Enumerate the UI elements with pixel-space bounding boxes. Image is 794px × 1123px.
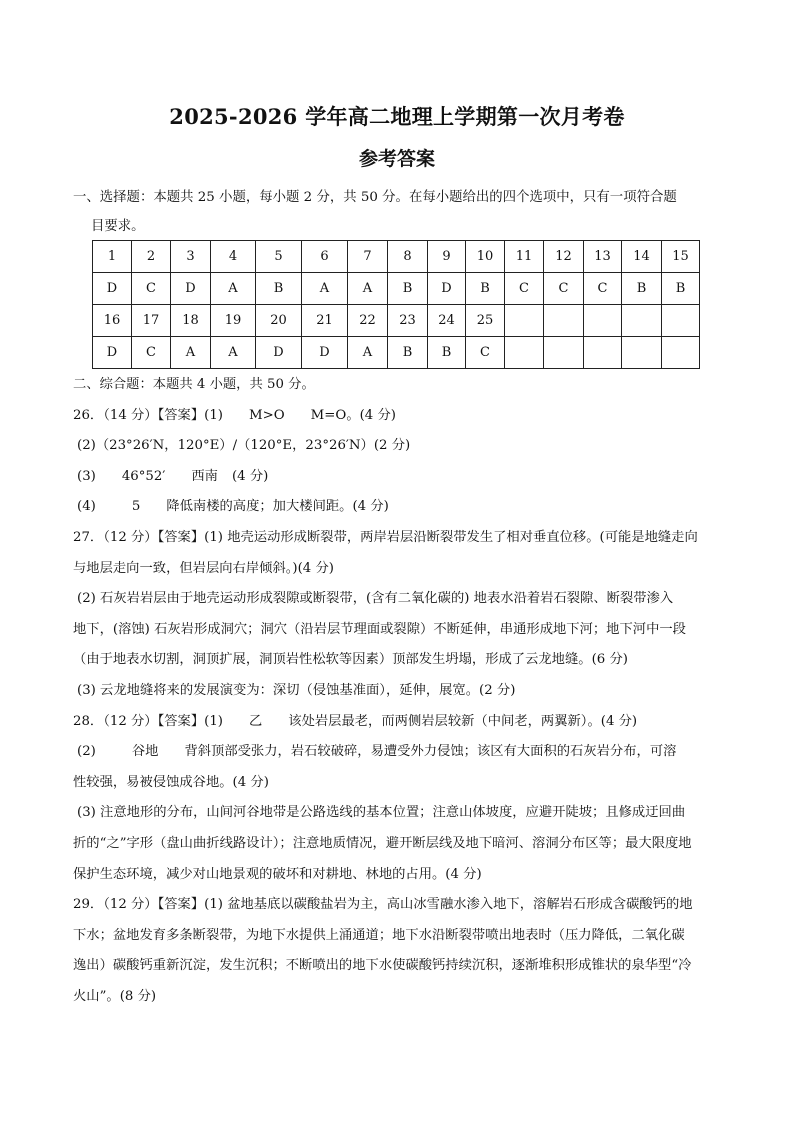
table-cell: D — [302, 337, 348, 369]
q26-head: 26．（14 分）【答案】(1) — [73, 407, 223, 423]
q28-part3-line1: (3) 注意地形的分布，山间河谷地带是公路选线的基本位置；注意山体坡度，应避开陡坡；且修成迂回曲 — [77, 805, 686, 821]
table-cell: D — [93, 337, 132, 369]
q26-line1 — [73, 401, 723, 432]
q26-part3-direction: 西南 — [191, 468, 218, 484]
q27-line2: 与地层走向一致，但岩层向右岸倾斜。)(4 分) — [73, 560, 334, 576]
q28-part2-label: (2) — [77, 744, 96, 760]
section1-intro-line2: 目要求。 — [91, 219, 145, 234]
table-cell: C — [505, 273, 544, 305]
table-cell — [544, 337, 584, 369]
q26-part3-label: (3) — [77, 468, 96, 484]
table-cell: 12 — [544, 241, 584, 273]
q26-part2: (2)（23°26′N，120°E）/（120°E，23°26′N）(2 分) — [77, 438, 411, 454]
q26-part3 — [73, 462, 723, 493]
q28-answer-b: 该处岩层最老，而两侧岩层较新（中间老，两翼新）。(4 分) — [288, 713, 638, 729]
table-cell: 8 — [388, 241, 428, 273]
q26-part3-angle: 46°52′ — [121, 468, 166, 484]
q27-line5: （由于地表水切割，洞顶扩展，洞顶岩性松软等因素）顶部发生坍塌，形成了云龙地缝。(6 分) — [73, 652, 628, 668]
table-cell: 24 — [428, 305, 466, 337]
answer-table — [92, 240, 700, 369]
page-title: 2025-2026 学年高二地理上学期第一次月考卷 — [169, 104, 625, 129]
q28-part2-text: 背斜顶部受张力，岩石较破碎，易遭受外力侵蚀；该区有大面积的石灰岩分布，可溶 — [184, 744, 677, 760]
table-cell: A — [302, 273, 348, 305]
table-cell — [505, 305, 544, 337]
table-cell: 18 — [171, 305, 211, 337]
q27-line6: (3) 云龙地缝将来的发展演变为：深切（侵蚀基准面），延伸，展宽。(2 分) — [77, 682, 516, 698]
table-cell: B — [622, 273, 662, 305]
q27-line4: 地下，(溶蚀) 石灰岩形成洞穴；洞穴（沿岩层节理面或裂隙）不断延伸，串通形成地下河；地下河中一段 — [73, 621, 686, 637]
q27-line3: (2) 石灰岩岩层由于地壳运动形成裂隙或断裂带，(含有二氧化碳的) 地表水沿着岩石裂隙、断裂带渗入 — [77, 591, 674, 607]
table-cell: 1 — [93, 241, 132, 273]
table-cell: A — [348, 337, 388, 369]
table-cell: 13 — [584, 241, 622, 273]
table-cell: 19 — [211, 305, 256, 337]
table-cell: 4 — [211, 241, 256, 273]
q26-answer-b: M=O。(4 分) — [310, 407, 396, 423]
table-cell: C — [544, 273, 584, 305]
q27-line1: 27．（12 分）【答案】(1) 地壳运动形成断裂带，两岸岩层沿断裂带发生了相对垂直位移。(可能是地缝走向 — [73, 529, 698, 545]
q26-part3-score: (4 分) — [231, 468, 269, 484]
q28-part2 — [73, 737, 723, 768]
q29-line3: 逸出）碳酸钙重新沉淀，发生沉积；不断喷出的地下水使碳酸钙持续沉积，逐渐堆积形成锥状的泉华型“冷 — [73, 958, 692, 974]
table-cell — [622, 337, 662, 369]
page-subtitle: 参考答案 — [358, 148, 435, 170]
table-cell: 2 — [132, 241, 171, 273]
table-cell: A — [348, 273, 388, 305]
table-cell: B — [662, 273, 700, 305]
table-cell: C — [584, 273, 622, 305]
table-cell: C — [132, 273, 171, 305]
table-cell: 5 — [256, 241, 302, 273]
q28-part2-answer: 谷地 — [131, 744, 159, 760]
table-cell: B — [256, 273, 302, 305]
table-cell — [662, 305, 700, 337]
q28-line1 — [73, 707, 723, 738]
q29-line2: 下水；盆地发育多条断裂带，为地下水提供上涌通道；地下水沿断裂带喷出地表时（压力降低，二氧化碳 — [73, 927, 685, 943]
table-cell: A — [211, 337, 256, 369]
table-cell: 6 — [302, 241, 348, 273]
section2-intro: 二、综合题：本题共 4 小题，共 50 分。 — [73, 377, 315, 392]
table-cell — [584, 337, 622, 369]
q28-part3-line2: 折的“之”字形（盘山曲折线路设计）；注意地质情况，避开断层线及地下暗河、溶洞分布区等；最大限度地 — [73, 835, 692, 851]
table-cell: D — [171, 273, 211, 305]
q29-line1: 29．（12 分）【答案】(1) 盆地基底以碳酸盐岩为主，高山冰雪融水渗入地下，溶解岩石形成含碳酸钙的地 — [73, 897, 693, 913]
table-cell: B — [428, 337, 466, 369]
q28-answer-a: 乙 — [248, 713, 263, 729]
q28-head: 28．（12 分）【答案】(1) — [73, 713, 223, 729]
section1-intro-line1: 一、选择题：本题共 25 小题，每小题 2 分，共 50 分。在每小题给出的四个选项中，只有一项符合题 — [73, 190, 677, 205]
table-cell: 25 — [466, 305, 505, 337]
table-cell: D — [93, 273, 132, 305]
q29-line4: 火山”。(8 分) — [73, 988, 157, 1004]
table-cell: 10 — [466, 241, 505, 273]
q26-part4-label: (4) — [77, 499, 96, 515]
table-cell — [622, 305, 662, 337]
table-cell: B — [466, 273, 505, 305]
table-cell: D — [256, 337, 302, 369]
table-cell — [662, 337, 700, 369]
table-cell: 14 — [622, 241, 662, 273]
table-cell: B — [388, 273, 428, 305]
q26-answer-a: M>O — [248, 407, 285, 423]
table-cell: 15 — [662, 241, 700, 273]
table-cell: 9 — [428, 241, 466, 273]
table-cell: 20 — [256, 305, 302, 337]
table-cell — [544, 305, 584, 337]
q26-part4-value: 5 — [131, 499, 141, 515]
table-cell: D — [428, 273, 466, 305]
table-cell — [505, 337, 544, 369]
section1-intro — [73, 183, 728, 241]
answer-table-row-answers-2 — [93, 337, 700, 369]
answer-table-row-numbers-1 — [93, 241, 700, 273]
table-cell: 16 — [93, 305, 132, 337]
table-cell — [584, 305, 622, 337]
table-cell: 11 — [505, 241, 544, 273]
table-cell: 21 — [302, 305, 348, 337]
answer-table-row-numbers-2 — [93, 305, 700, 337]
q26-part4-text: 降低南楼的高度；加大楼间距。(4 分) — [166, 499, 389, 515]
table-cell: 22 — [348, 305, 388, 337]
table-cell: B — [388, 337, 428, 369]
q28-part2-cont: 性较强，易被侵蚀成谷地。(4 分) — [73, 774, 269, 790]
section2 — [73, 370, 723, 1012]
q28-part3-line3: 保护生态环境，减少对山地景观的破坏和对耕地、林地的占用。(4 分) — [73, 866, 482, 882]
table-cell: A — [171, 337, 211, 369]
table-cell: C — [466, 337, 505, 369]
q26-part4 — [73, 492, 723, 523]
table-cell: A — [211, 273, 256, 305]
table-cell: 17 — [132, 305, 171, 337]
table-cell: 3 — [171, 241, 211, 273]
table-cell: C — [132, 337, 171, 369]
table-cell: 23 — [388, 305, 428, 337]
answer-table-row-answers-1 — [93, 273, 700, 305]
table-cell: 7 — [348, 241, 388, 273]
